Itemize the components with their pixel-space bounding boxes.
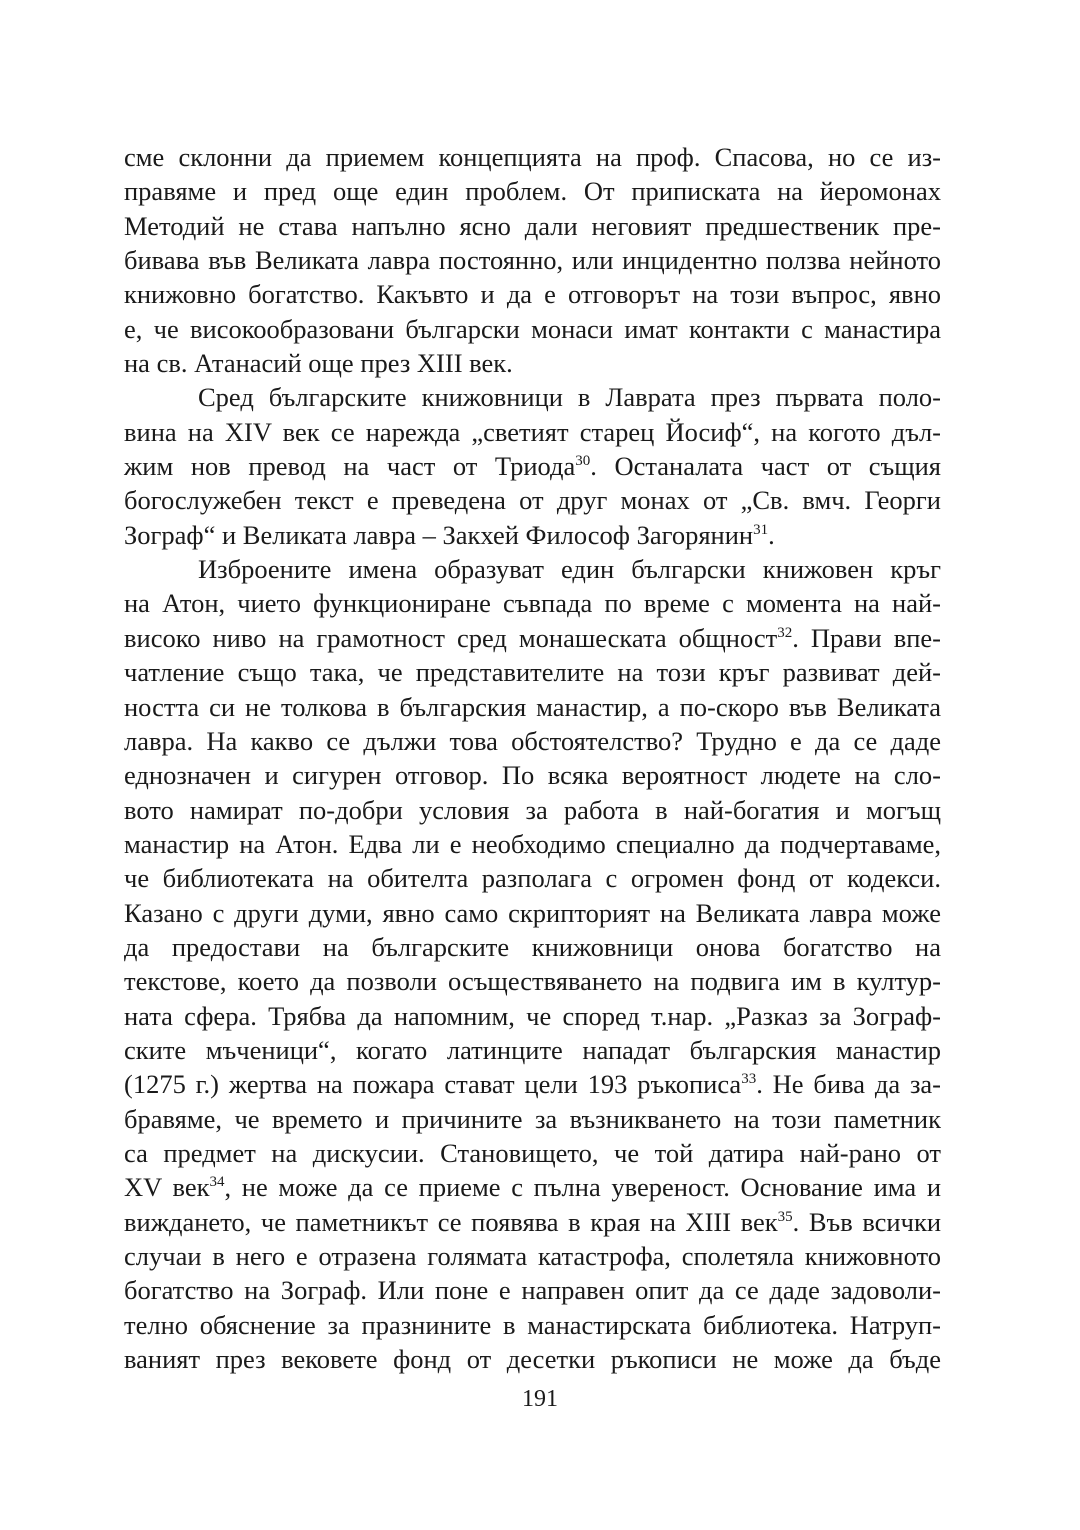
text-line [124,449,941,483]
text-line: телно обяснение за празнините в манастирската библиотека. Натруп- [124,1309,941,1340]
text-segment: . [768,519,775,550]
text-line: са предмет на дискусии. Становището, че той датира най-рано от [124,1137,941,1168]
text-line: богослужебен текст е преведена от друг монах от „Св. вмч. Георги [124,485,941,516]
text-segment: , не може да се приеме с пълна увереност. Основание има и [224,1172,941,1203]
text-line [124,518,941,552]
text-segment: Зограф“ и Великата лавра – Закхей Философ Загорянин [124,519,754,550]
text-segment: (1275 г.) жертва на пожара стават цели 193 ръкописа [124,1069,742,1100]
text-line: случаи в него е отразена голямата катастрофа, сполетяла книжовното [124,1241,941,1271]
text-line: бивава във Великата лавра постоянно, или инцидентно ползва нейното [124,245,941,276]
text-segment: жим нов превод на част от Триода [124,451,576,482]
text-line: лавра. На какво се дължи това обстоятелство? Трудно е да се даде [124,725,941,756]
text-line: текстове, което да позволи осъществяването на подвига им в култур- [124,966,941,997]
text-line: е, че високообразовани български монаси имат контакти с манастира [124,313,941,344]
text-segment: . Не бива да за- [756,1069,942,1100]
text-line: ността си не толкова в българския манастир, а по-скоро във Великата [124,691,941,722]
text-line: Изброените имена образуват един български книжовен кръг [198,554,941,585]
text-line: ските мъченици“, когато латинците нападат българския манастир [124,1034,941,1065]
text-line: правяме и пред още един проблем. От приписката на йеромонах [124,176,941,207]
text-segment: XV век [124,1172,210,1203]
text-line: книжовно богатство. Какъвто и да е отговорът на този въпрос, явно [124,279,941,310]
text-segment: . Останалата част от същия [590,451,941,482]
text-segment: виждането, че паметникът се появява в края на XIII век [124,1206,778,1237]
text-line: Сред българските книжовници в Лаврата през първата поло- [198,382,941,413]
paragraph-3 [124,552,941,1376]
text-segment: . Във всички [792,1206,941,1237]
text-segment: . Прави впе- [792,622,941,653]
text-line [124,1067,941,1101]
text-line: еднозначен и сигурен отговор. По всяка вероятност людете на сло- [124,760,941,791]
text-line [124,1170,941,1204]
text-segment: високо ниво на грамотност сред монашеската общност [124,622,778,653]
text-line: Казано с други думи, явно само скрипторият на Великата лавра може [124,897,941,928]
text-line: чатление също така, че представителите на този кръг развиват дей- [124,657,941,688]
text-line: ваният през вековете фонд от десетки ръкописи не може да бъде [124,1344,941,1375]
text-line: манастир на Атон. Едва ли е необходимо специално да подчертаваме, [124,828,941,859]
text-line: на св. Атанасий още през XIII век. [124,348,513,379]
text-line: богатство на Зограф. Или поне е направен опит да се даде задоволи- [124,1275,941,1306]
paragraph-1 [124,140,941,380]
text-line [124,621,941,655]
text-line [124,1205,941,1239]
footnote-ref-33[interactable]: 33 [741,1071,757,1088]
text-line: вото намират по-добри условия за работа в най-богатия и могъщ [124,794,941,825]
page-body [124,140,941,1376]
page-number: 191 [522,1386,558,1412]
footnote-ref-35[interactable]: 35 [777,1208,793,1225]
text-line: на Атон, чието функциониране съвпада по време с момента на най- [124,588,941,619]
footnote-ref-34[interactable]: 34 [209,1174,225,1191]
text-line: вина на XIV век се нарежда „светият старец Йосиф“, на когото дъл- [124,416,941,447]
text-line: че библиотеката на обителта разполага с огромен фонд от кодекси. [124,863,941,894]
footnote-ref-31[interactable]: 31 [753,521,769,538]
footnote-ref-32[interactable]: 32 [777,624,793,641]
text-line: Методий не става напълно ясно дали неговият предшественик пре- [124,210,941,241]
text-line: ната сфера. Трябва да напомним, че според т.нар. „Разказ за Зограф- [124,1000,941,1031]
paragraph-2 [124,380,941,552]
footnote-ref-30[interactable]: 30 [575,453,591,470]
text-line: сме склонни да приемем концепцията на проф. Спасова, но се из- [124,142,941,172]
text-line: бравяме, че времето и причините за възникването на този паметник [124,1103,941,1134]
text-line: да предостави на българските книжовници онова богатство на [124,931,941,962]
